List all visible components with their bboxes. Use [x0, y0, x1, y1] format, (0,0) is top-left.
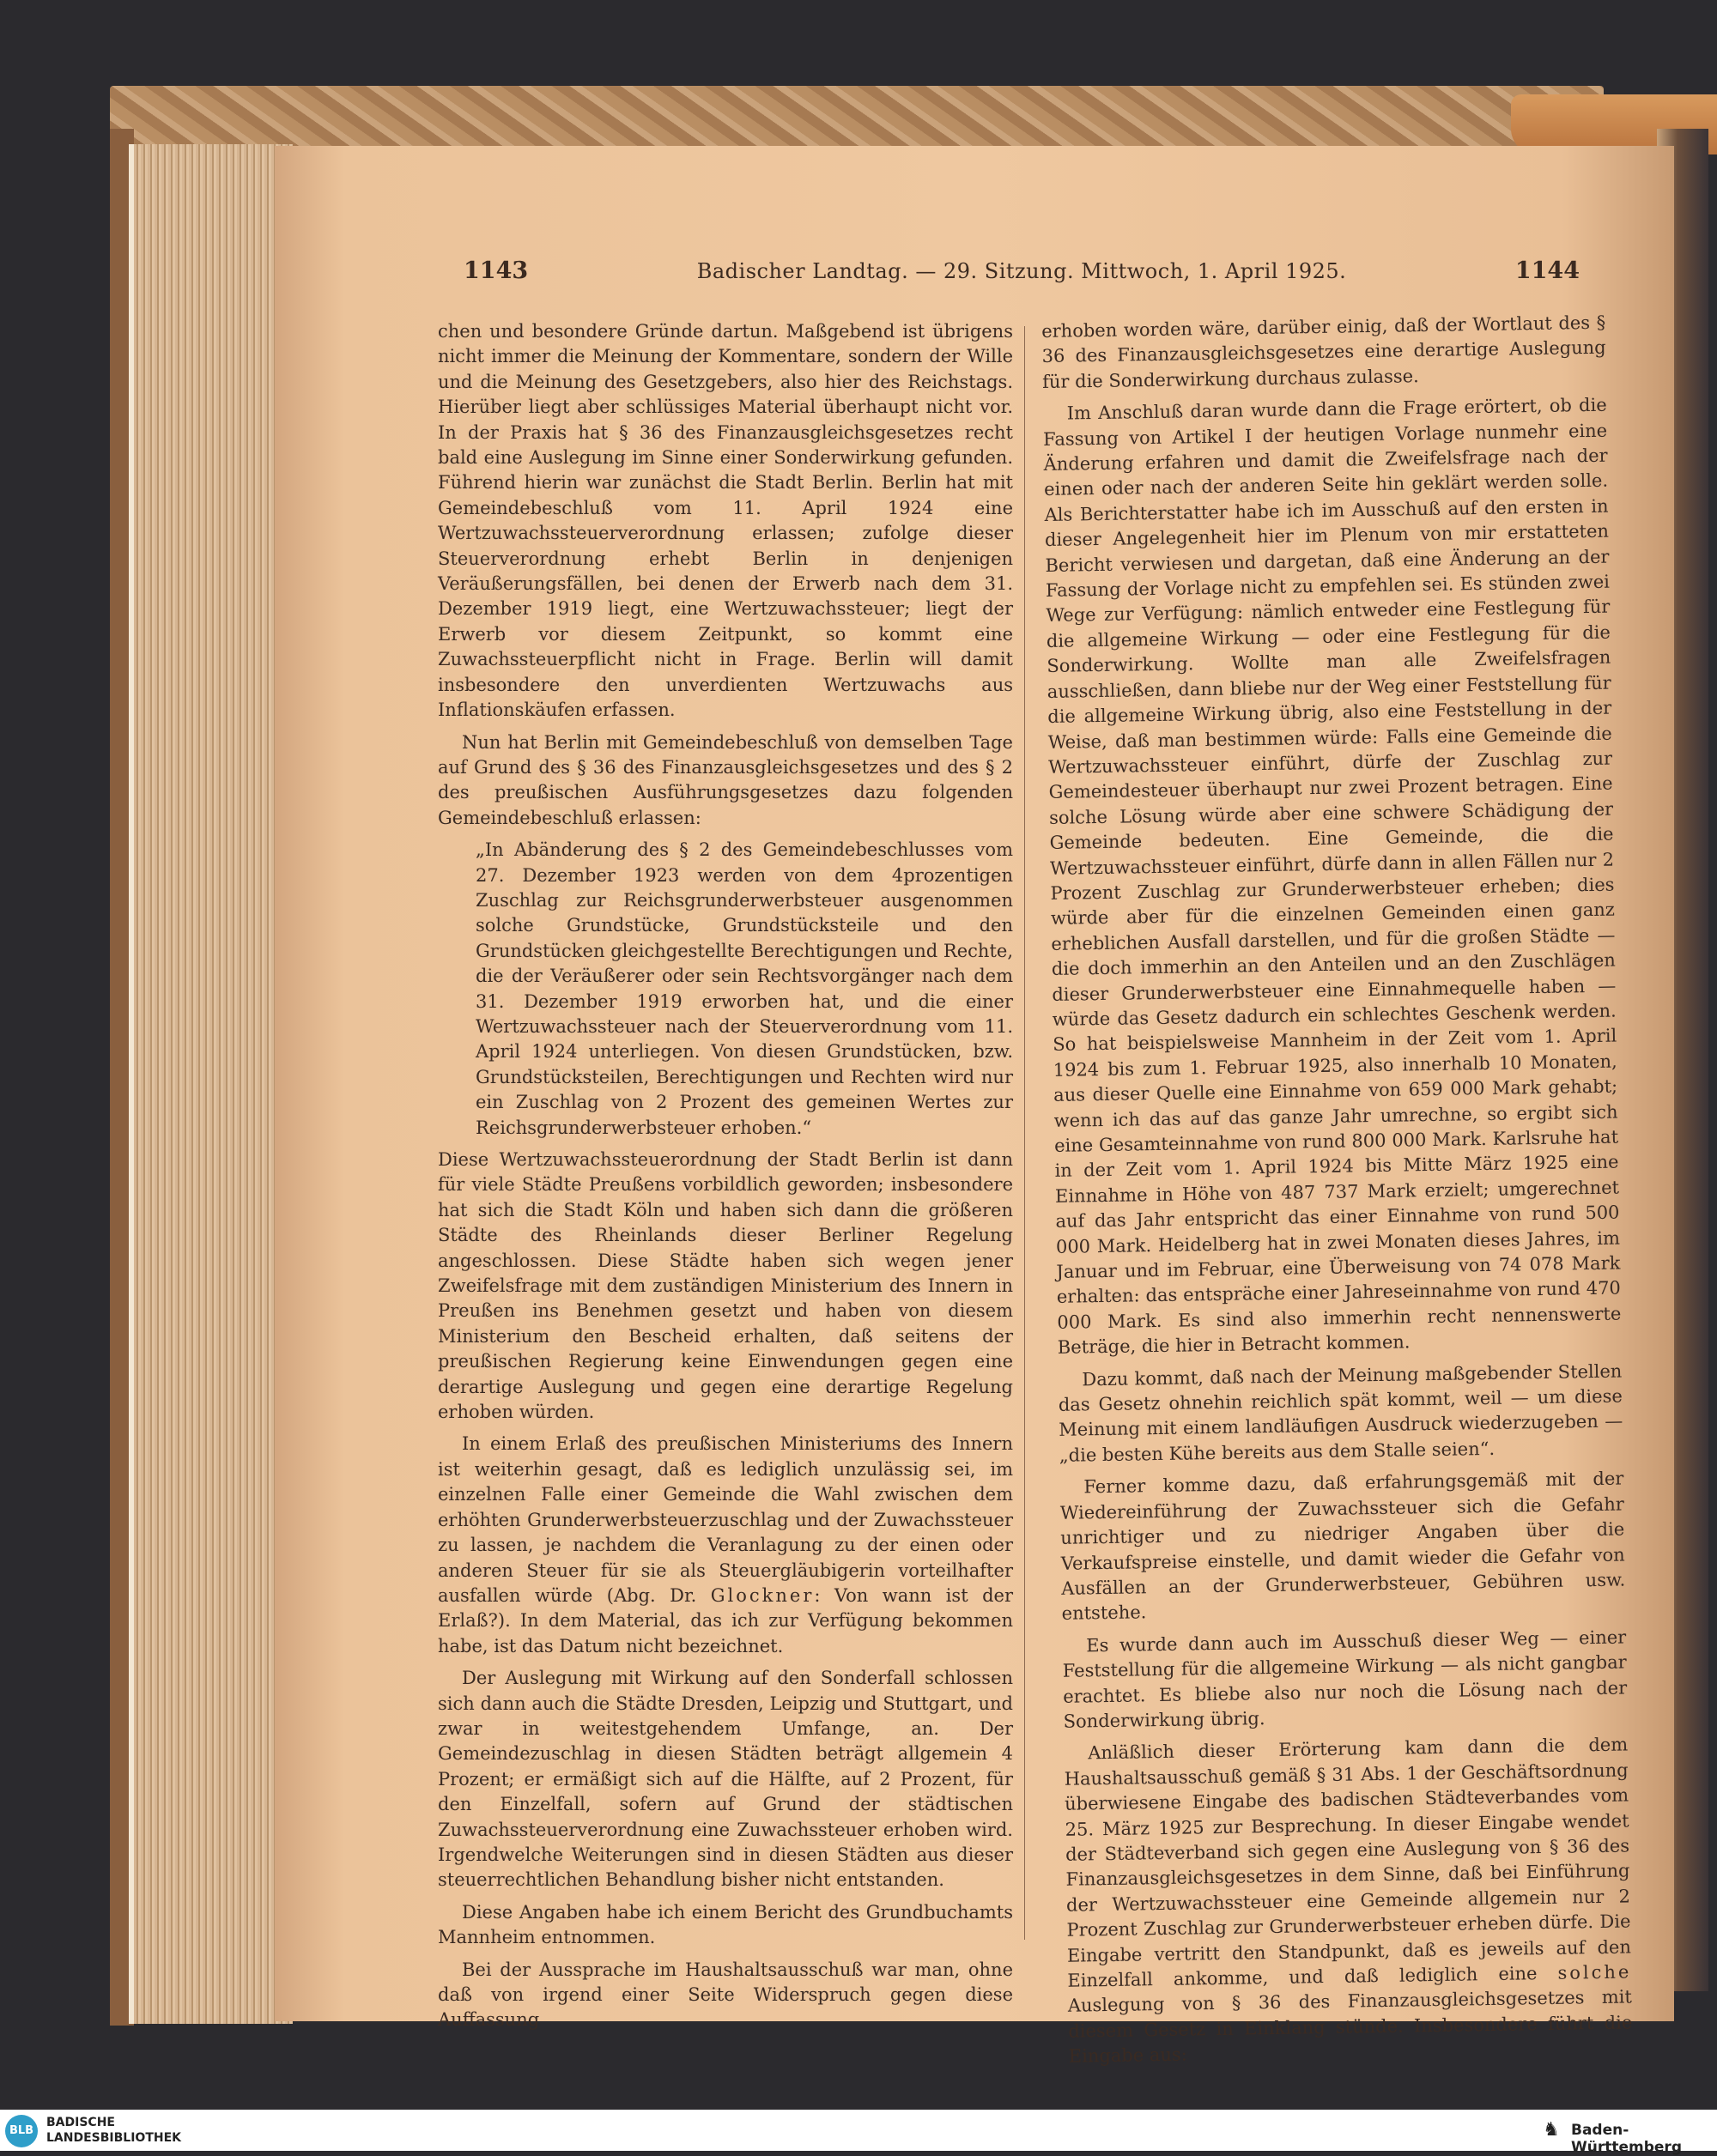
- state-label[interactable]: Baden-Württemberg: [1571, 2122, 1682, 2156]
- paragraph-text: Anläßlich dieser Erörterung kam dann die dem Haushaltsausschuß gemäß § 31 Abs. 1 der Geschäftsordnung überwiesene Eingabe des badischen Städteverbandes vom 25. März 1925 zur Besprechung. In dieser Eingabe wendet der Städteverband sich gegen eine Auslegung von § 36 des Finanzausgleichsgesetzes in dem Sinne, daß bei Einführung der Wertzuwachssteuer eine Gemeinde allgemein nur 2 Prozent Zuschlag zur Grunderwerbsteuer erheben dürfe. Die Eingabe vertritt den Standpunkt, daß es jeweils auf den Einzelfall ankomme, und daß lediglich eine: [1064, 1734, 1632, 1991]
- paragraph: Bei der Aussprache im Haushaltsausschuß war man, ohne daß von irgend einer Seite Widerspruch gegen diese Auffassung: [438, 1959, 1013, 2031]
- paragraph: [1064, 1733, 1633, 2070]
- page-header: [464, 257, 1580, 295]
- paragraph: chen und besondere Gründe dartun. Maßgebend ist übrigens nicht immer die Meinung der Kommentare, sondern der Wille und die Meinung des Gesetzgebers, also hier des Reichstags. Hierüber liegt aber schlüssiges Material überhaupt nicht vor. In der Praxis hat § 36 des Finanzausgleichsgesetzes recht bald eine Auslegung im Sinne einer Sonderwirkung gefunden. Führend hierin war zunächst die Stadt Berlin. Berlin hat mit Gemeindebeschluß vom 11. April 1924 eine Wertzuwachssteuerverordnung erlassen; zufolge dieser Steuerverordnung erhebt Berlin in denjenigen Veräußerungsfällen, bei denen der Erwerb nach dem 31. Dezember 1919 liegt, eine Wertzuwachssteuer; liegt der Erwerb vor diesem Zeitpunkt, so kommt eine Zuwachssteuerpflicht nicht in Frage. Berlin will damit insbesondere den unverdienten Wertzuwachs aus Inflationskäufen erfassen.: [438, 321, 1013, 721]
- paragraph: Es wurde dann auch im Ausschuß dieser Weg — einer Feststellung für die allgemeine Wirkung — als nicht gangbar erachtet. Es bliebe also nur noch die Lösung nach der Sonderwirkung übrig.: [1062, 1626, 1628, 1732]
- library-name-line1: BADISCHE: [46, 2116, 115, 2129]
- text-column-left: [438, 319, 1013, 2040]
- speaker-name: Glockner: [710, 1584, 815, 1606]
- text-column-right: [1041, 311, 1633, 2077]
- coat-of-arms-icon: ♞: [1543, 2119, 1560, 2141]
- column-divider: [1024, 326, 1025, 1940]
- blb-logo[interactable]: BLB: [5, 2115, 38, 2147]
- paragraph: Dazu kommt, daß nach der Meinung maßgebender Stellen das Gesetz ohnehin reichlich spät kommt, weil — um diese Meinung mit einem landläufigen Ausdruck wiederzugeben — „die besten Kühe bereits aus dem Stalle seien“.: [1058, 1360, 1623, 1466]
- library-name: [46, 2115, 181, 2146]
- paragraph-text: : Von wann ist der Erlaß?). In dem Material, das ich zur Verfügung bekommen habe, ist das Datum nicht bezeichnet.: [438, 1584, 1013, 1656]
- paragraph: Ferner komme dazu, daß erfahrungsgemäß mit der Wiedereinführung der Zuwachssteuer sich die Gefahr unrichtiger und zu niedriger Angaben über die Verkaufspreise einstelle, und damit wieder die Gefahr von Ausfällen an der Grunderwerbsteuer, Gebühren usw. entstehe.: [1059, 1468, 1626, 1625]
- footer-bar: [0, 2110, 1717, 2156]
- paragraph: [438, 1432, 1013, 1659]
- page-number-left: 1143: [464, 257, 529, 284]
- paragraph: erhoben worden wäre, darüber einig, daß der Wortlaut des § 36 des Finanzausgleichsgesetzes eine derartige Auslegung für die Sonderwirkung durchaus zulasse.: [1041, 312, 1606, 392]
- paragraph: Nun hat Berlin mit Gemeindebeschluß von demselben Tage auf Grund des § 36 des Finanzausgleichsgesetzes und des § 2 des preußischen Ausführungsgesetzes dazu folgenden Gemeindebeschluß erlassen:: [438, 731, 1013, 828]
- running-title: Badischer Landtag. — 29. Sitzung. Mittwoch, 1. April 1925.: [696, 259, 1347, 283]
- paragraph: Diese Wertzuwachssteuerordnung der Stadt Berlin ist dann für viele Städte Preußens vorbildlich geworden; insbesondere hat sich die Stadt Köln und haben sich dann die größeren Städte des Rheinlands dieser Berliner Regelung angeschlossen. Diese Städte haben sich wegen jener Zweifelsfrage mit dem zuständigen Ministerium des Innern in Preußen ins Benehmen gesetzt und haben von diesem Ministerium den Bescheid erhalten, daß seitens der preußischen Regierung keine Einwendungen gegen eine derartige Auslegung und gegen eine derartige Regelung erhoben würden.: [438, 1149, 1013, 1423]
- page-stack-edges: [129, 144, 293, 2024]
- paragraph: Im Anschluß daran wurde dann die Frage erörtert, ob die Fassung von Artikel I der heutigen Vorlage nunmehr eine Änderung erfahren und damit die Zweifelsfrage nach der einen oder nach der anderen Seite hin geklärt werden solle. Als Berichterstatter habe ich im Ausschuß auf den ersten in dieser Angelegenheit hier im Plenum von mir erstatteten Bericht verwiesen und dargetan, daß eine Änderung an der Fassung der Vorlage nicht zu empfehlen sei. Es stünden zwei Wege zur Verfügung: nämlich entweder eine Festlegung für die allgemeine Wirkung — oder eine Festlegung für die Sonderwirkung. Wollte man alle Zweifelsfragen ausschließen, dann bliebe nur der Weg einer Feststellung für die allgemeine Wirkung übrig, also eine Feststellung in der Weise, daß man bestimmen würde: Falls eine Gemeinde die Wertzuwachssteuer einführt, dürfe der Zuschlag zur Gemeindesteuer überhaupt nur zwei Prozent betragen. Eine solche Lösung würde aber eine schwere Schädigung der Gemeinde bedeuten. Eine Gemeinde, die die Wertzuwachssteuer einführt, dürfe dann in allen Fällen nur 2 Prozent Zuschlag zur Grunderwerbsteuer erheben; dies würde aber für die einzelnen Gemeinden einen ganz erheblichen Ausfall darstellen, und für die großen Städte — die doch immerhin an den Anteilen und an den Zuschlägen dieser Grunderwerbsteuer eine Einnahmequelle haben — würde das Gesetz dadurch ein schlechtes Geschenk werden. So hat beispielsweise Mannheim in der Zeit vom 1. April 1924 bis zum 1. Februar 1925, also innerhalb 10 Monaten, aus dieser Quelle eine Einnahme von 659 000 Mark gehabt; wenn ich das auf das ganze Jahr umrechne, so ergibt sich eine Gesamteinnahme von rund 800 000 Mark. Karlsruhe hat in der Zeit vom 1. April 1924 bis Mitte März 1925 eine Einnahme in Höhe von 487 737 Mark erzielt; umgerechnet auf das Jahr entspricht das einer Einnahme von rund 500 000 Mark. Heidelberg hat in zwei Monaten dieses Jahres, im Januar und im Februar, eine Überweisung von 74 078 Mark erhalten: das entspräche einer Jahreseinnahme von rund 470 000 Mark. Es sind also immerhin recht nennenswerte Beträge, die hier in Betracht kommen.: [1043, 394, 1622, 1359]
- paragraph: Der Auslegung mit Wirkung auf den Sonderfall schlossen sich dann auch die Städte Dresden, Leipzig und Stuttgart, und zwar in weitestgehendem Umfange, an. Der Gemeindezuschlag in diesen Städten beträgt allgemein 4 Prozent; er ermäßigt sich auf die Hälfte, auf 2 Prozent, für den Einzelfall, sofern auf Grund der städtischen Zuwachssteuerverordnung eine Zuwachssteuer erhoben wird. Irgendwelche Weiterungen sind in diesen Städten aus dieser steuerrechtlichen Behandlung bisher nicht entstanden.: [438, 1668, 1013, 1891]
- paragraph-text: In einem Erlaß des preußischen Ministeriums des Innern ist weiterhin gesagt, daß es lediglich unzulässig sei, im einzelnen Falle einer Gemeinde die Wahl zwischen dem erhöhten Grunderwerbsteuerzuschlag und der Zuwachssteuer zu lassen, je nachdem die Veranlagung zu der einen oder anderen Steuer für sie als Steuergläubigerin vorteilhafter ausfallen würde (Abg. Dr.: [438, 1433, 1013, 1606]
- paragraph-text: Auslegung von § 36 des Finanzausgleichsgesetzes mit diesem Gesetz in Einklang stünde. Insbesondere führt die Eingabe aus:: [1067, 1986, 1633, 2067]
- block-quote: „In Abänderung des § 2 des Gemeindebeschlusses vom 27. Dezember 1923 werden von dem 4prozentigen Zuschlag zur Reichsgrunderwerbsteuer ausgenommen solche Grundstücke, Grundstücksteile und den Grundstücken gleichgestellte Berechtigungen und Rechte, die der Veräußerer oder sein Rechtsvorgänger nach dem 31. Dezember 1919 erworben hat, und die einer Wertzuwachssteuer nach der Steuerverordnung vom 11. April 1924 unterliegen. Von diesen Grundstücken, bzw. Grundstücksteilen, Berechtigungen und Rechten wird nur ein Zuschlag von 2 Prozent des gemeinen Wertes zur Reichsgrunderwerbsteuer erhoben.“: [476, 839, 1013, 1138]
- library-name-line2: LANDESBIBLIOTHEK: [46, 2131, 182, 2145]
- emphasized-word: solche: [1557, 1961, 1632, 1983]
- page-number-right: 1144: [1514, 257, 1580, 284]
- paragraph: Diese Angaben habe ich einem Bericht des Grundbuchamts Mannheim entnommen.: [438, 1901, 1013, 1948]
- book-cover-top: [110, 86, 1604, 148]
